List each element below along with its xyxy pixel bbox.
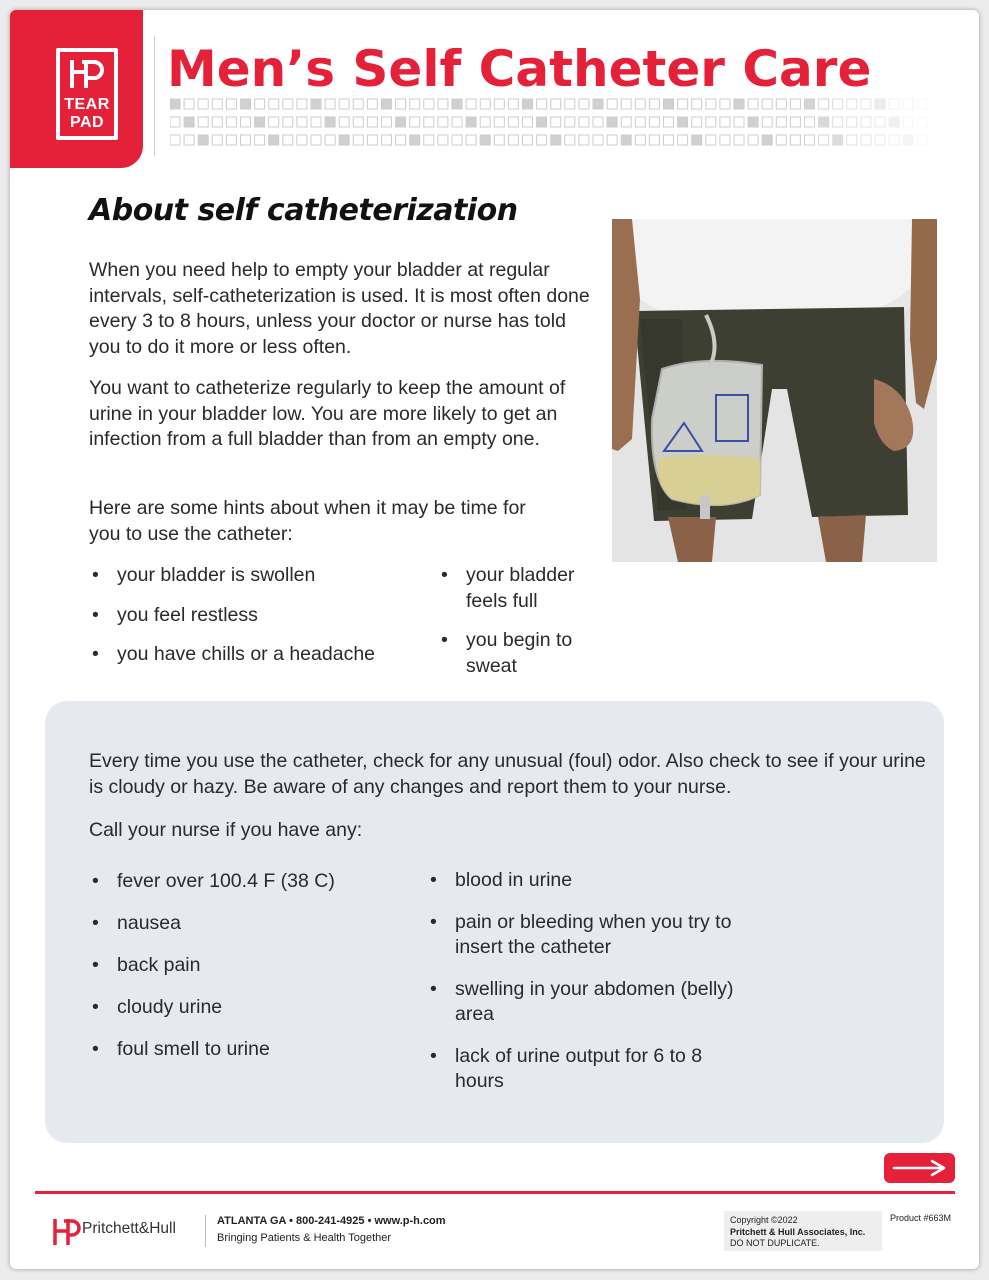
pattern-square bbox=[635, 135, 645, 145]
pattern-square bbox=[607, 135, 617, 145]
pattern-square bbox=[283, 135, 293, 145]
pattern-square bbox=[762, 117, 772, 127]
list-item-text: cloudy urine bbox=[117, 996, 223, 1018]
pattern-square bbox=[664, 117, 674, 127]
pattern-square bbox=[847, 117, 857, 127]
header-square-pattern bbox=[170, 97, 932, 149]
pattern-square bbox=[649, 117, 659, 127]
bullet: • bbox=[92, 564, 99, 586]
pattern-square bbox=[762, 99, 772, 109]
pattern-square bbox=[875, 117, 885, 127]
company-tagline: Bringing Patients & Health Together bbox=[217, 1232, 392, 1244]
ph-monogram-icon bbox=[66, 56, 108, 92]
pattern-square bbox=[226, 117, 236, 127]
pattern-square bbox=[875, 99, 885, 109]
copyright-box bbox=[724, 1211, 882, 1251]
tearpad-label-2: PAD bbox=[69, 114, 105, 131]
pattern-square bbox=[269, 117, 279, 127]
pattern-square bbox=[494, 117, 504, 127]
pattern-square bbox=[762, 135, 772, 145]
pattern-square bbox=[226, 99, 236, 109]
page-title: Men’s Self Catheter Care bbox=[167, 40, 872, 98]
pattern-square bbox=[776, 99, 786, 109]
pattern-square bbox=[734, 117, 744, 127]
list-item bbox=[89, 869, 409, 895]
about-paragraph-3: Here are some hints about when it may be time for you to use the catheter: bbox=[89, 497, 526, 545]
pattern-square bbox=[579, 135, 589, 145]
pattern-square bbox=[706, 99, 716, 109]
pattern-square bbox=[269, 99, 279, 109]
list-item-text: pain or bleeding when you try to insert the catheter bbox=[455, 910, 732, 958]
pattern-square bbox=[396, 135, 406, 145]
bullet: • bbox=[430, 869, 437, 891]
list-item bbox=[89, 911, 409, 937]
pattern-square bbox=[748, 117, 758, 127]
company-name: Pritchett&Hull bbox=[82, 1220, 176, 1237]
pattern-square bbox=[410, 135, 420, 145]
pattern-square bbox=[424, 135, 434, 145]
bullet: • bbox=[92, 996, 99, 1018]
pattern-square bbox=[424, 117, 434, 127]
pattern-square bbox=[649, 99, 659, 109]
list-item-text: you begin to sweat bbox=[466, 629, 573, 677]
pattern-square bbox=[537, 99, 547, 109]
list-item-text: fever over 100.4 F (38 C) bbox=[117, 870, 335, 892]
pattern-square bbox=[255, 99, 265, 109]
list-item-text: you feel restless bbox=[117, 603, 258, 626]
pattern-square bbox=[382, 99, 392, 109]
pattern-square bbox=[917, 135, 927, 145]
list-item bbox=[427, 1044, 747, 1095]
pattern-square bbox=[353, 117, 363, 127]
pattern-square bbox=[579, 117, 589, 127]
pattern-square bbox=[438, 99, 448, 109]
footer-rule bbox=[35, 1191, 955, 1194]
bullet: • bbox=[92, 954, 99, 976]
tearpad-label-1: TEAR bbox=[64, 96, 110, 113]
pattern-square bbox=[480, 135, 490, 145]
list-item bbox=[89, 563, 429, 589]
pattern-square bbox=[325, 99, 335, 109]
pattern-square bbox=[311, 135, 321, 145]
pattern-square bbox=[748, 135, 758, 145]
pattern-square bbox=[734, 99, 744, 109]
list-item-text: back pain bbox=[117, 954, 201, 976]
pattern-square bbox=[382, 135, 392, 145]
pattern-square bbox=[325, 135, 335, 145]
bullet: • bbox=[92, 1038, 99, 1060]
pattern-square bbox=[903, 135, 913, 145]
list-item-text: swelling in your abdomen (belly) area bbox=[455, 977, 734, 1025]
pattern-square bbox=[833, 135, 843, 145]
pattern-square bbox=[635, 117, 645, 127]
list-item-text: your bladder feels full bbox=[466, 564, 575, 612]
pattern-square bbox=[664, 135, 674, 145]
pattern-square bbox=[452, 117, 462, 127]
callout-paragraph: Every time you use the catheter, check for any unusual (foul) odor. Also check to see if your urine is cloudy or hazy. Be aware of any changes and report them to your nurse. bbox=[89, 750, 926, 798]
pattern-square bbox=[198, 117, 208, 127]
pattern-square bbox=[410, 117, 420, 127]
pattern-square bbox=[875, 135, 885, 145]
pattern-square bbox=[396, 117, 406, 127]
pattern-square bbox=[283, 99, 293, 109]
bullet: • bbox=[92, 643, 99, 665]
pattern-square bbox=[706, 135, 716, 145]
pattern-square bbox=[212, 99, 222, 109]
pattern-square bbox=[367, 99, 377, 109]
pattern-square bbox=[720, 99, 730, 109]
pattern-square bbox=[678, 117, 688, 127]
list-item bbox=[89, 603, 429, 629]
bullet: • bbox=[441, 564, 448, 586]
pattern-square bbox=[720, 117, 730, 127]
pattern-square bbox=[283, 117, 293, 127]
pattern-square bbox=[593, 135, 603, 145]
pattern-square bbox=[367, 135, 377, 145]
pattern-square bbox=[847, 99, 857, 109]
arrow-right-icon bbox=[892, 1159, 948, 1177]
bullet: • bbox=[430, 1044, 437, 1067]
pattern-square bbox=[889, 117, 899, 127]
about-paragraph-1: When you need help to empty your bladder at regular intervals, self-catheterization is used. It is most often done every 3 to 8 hours, unless your doctor or nurse has told you to do it more or less often. bbox=[89, 259, 590, 358]
pattern-square bbox=[508, 135, 518, 145]
list-item-text: lack of urine output for 6 to 8 hours bbox=[455, 1044, 703, 1092]
pattern-square bbox=[537, 135, 547, 145]
pattern-square bbox=[480, 99, 490, 109]
pattern-square bbox=[692, 117, 702, 127]
pattern-square bbox=[593, 117, 603, 127]
hints-list-right bbox=[438, 563, 598, 693]
list-item bbox=[427, 977, 747, 1028]
bullet: • bbox=[430, 910, 437, 933]
bullet: • bbox=[92, 912, 99, 934]
pattern-square bbox=[438, 135, 448, 145]
list-item-text: blood in urine bbox=[455, 869, 573, 891]
pattern-square bbox=[833, 117, 843, 127]
list-item bbox=[427, 910, 747, 961]
pattern-square bbox=[339, 117, 349, 127]
list-item bbox=[89, 642, 429, 668]
man-holding-drainage-bag-illustration bbox=[612, 219, 937, 562]
pattern-square bbox=[819, 99, 829, 109]
bullet: • bbox=[430, 977, 437, 1000]
pattern-square bbox=[621, 135, 631, 145]
tearpad-badge bbox=[10, 10, 143, 168]
pattern-square bbox=[226, 135, 236, 145]
copyright-line-2: Pritchett & Hull Associates, Inc. bbox=[730, 1226, 866, 1237]
pattern-square bbox=[664, 99, 674, 109]
pattern-square bbox=[170, 99, 180, 109]
pattern-square bbox=[325, 117, 335, 127]
pattern-square bbox=[466, 135, 476, 145]
bullet: • bbox=[92, 603, 99, 626]
pattern-square bbox=[170, 117, 180, 127]
tearpad-logo bbox=[56, 48, 118, 140]
pattern-square bbox=[917, 117, 927, 127]
pattern-square bbox=[466, 117, 476, 127]
about-heading: About self catheterization bbox=[89, 193, 518, 228]
pattern-square bbox=[790, 117, 800, 127]
pattern-square bbox=[805, 99, 815, 109]
pattern-square bbox=[452, 99, 462, 109]
list-item bbox=[438, 563, 598, 614]
pattern-square bbox=[903, 117, 913, 127]
pattern-square bbox=[311, 99, 321, 109]
pattern-square bbox=[494, 135, 504, 145]
pattern-square bbox=[748, 99, 758, 109]
pattern-square bbox=[508, 99, 518, 109]
copyright-line-3: DO NOT DUPLICATE. bbox=[730, 1238, 820, 1248]
list-item bbox=[427, 868, 747, 894]
company-contact: ATLANTA GA • 800-241-4925 • www.p-h.com bbox=[217, 1215, 446, 1227]
bullet: • bbox=[441, 629, 448, 651]
pattern-square bbox=[551, 135, 561, 145]
list-item bbox=[89, 953, 409, 979]
pattern-square bbox=[706, 117, 716, 127]
pattern-square bbox=[861, 99, 871, 109]
list-item bbox=[89, 995, 409, 1021]
pattern-square bbox=[494, 99, 504, 109]
pattern-square bbox=[367, 117, 377, 127]
list-item-text: foul smell to urine bbox=[117, 1038, 270, 1060]
product-number: Product #663M bbox=[890, 1213, 952, 1223]
symptoms-list-left bbox=[89, 869, 409, 1079]
pattern-square bbox=[917, 99, 927, 109]
about-paragraph-2: You want to catheterize regularly to keep the amount of urine in your bladder low. You are more likely to get an infection from a full bladder than from an empty one. bbox=[89, 377, 566, 450]
pattern-square bbox=[523, 99, 533, 109]
pattern-square bbox=[790, 99, 800, 109]
pattern-square bbox=[678, 99, 688, 109]
pattern-square bbox=[297, 117, 307, 127]
pattern-square bbox=[466, 99, 476, 109]
next-page-button[interactable] bbox=[884, 1153, 955, 1183]
pattern-square bbox=[339, 135, 349, 145]
copyright-line-1: Copyright ©2022 bbox=[730, 1215, 798, 1225]
pattern-square bbox=[410, 99, 420, 109]
pattern-square bbox=[212, 117, 222, 127]
pattern-square bbox=[692, 135, 702, 145]
pattern-square bbox=[805, 117, 815, 127]
pattern-square bbox=[424, 99, 434, 109]
pattern-square bbox=[649, 135, 659, 145]
pattern-square bbox=[692, 99, 702, 109]
pattern-square bbox=[861, 135, 871, 145]
pattern-square bbox=[353, 99, 363, 109]
pattern-square bbox=[565, 135, 575, 145]
pattern-square bbox=[382, 117, 392, 127]
pattern-square bbox=[551, 117, 561, 127]
pattern-square bbox=[508, 117, 518, 127]
pattern-square bbox=[297, 135, 307, 145]
list-item-text: nausea bbox=[117, 912, 181, 934]
pattern-square bbox=[551, 99, 561, 109]
header-divider bbox=[154, 36, 155, 156]
catheter-bag-photo bbox=[612, 219, 937, 562]
pattern-square bbox=[241, 99, 251, 109]
pattern-square bbox=[593, 99, 603, 109]
pattern-square bbox=[212, 135, 222, 145]
pattern-square bbox=[819, 135, 829, 145]
pattern-square bbox=[734, 135, 744, 145]
pattern-square bbox=[621, 99, 631, 109]
pattern-square bbox=[903, 99, 913, 109]
pattern-square bbox=[255, 117, 265, 127]
pattern-square bbox=[635, 99, 645, 109]
pattern-square bbox=[565, 117, 575, 127]
pattern-square bbox=[678, 135, 688, 145]
pattern-square bbox=[776, 135, 786, 145]
pattern-square bbox=[889, 135, 899, 145]
list-item bbox=[438, 628, 598, 679]
pritchett-hull-logo-icon bbox=[50, 1215, 82, 1247]
pattern-square bbox=[452, 135, 462, 145]
pattern-square bbox=[480, 117, 490, 127]
pattern-square bbox=[255, 135, 265, 145]
list-item bbox=[89, 1037, 409, 1063]
pattern-square bbox=[833, 99, 843, 109]
pattern-square bbox=[607, 99, 617, 109]
pattern-square bbox=[537, 117, 547, 127]
pattern-square bbox=[621, 117, 631, 127]
pattern-square bbox=[311, 117, 321, 127]
pattern-square bbox=[438, 117, 448, 127]
pattern-square bbox=[805, 135, 815, 145]
pattern-square bbox=[269, 135, 279, 145]
list-item-text: you have chills or a headache bbox=[117, 643, 376, 665]
pattern-square bbox=[819, 117, 829, 127]
pattern-square bbox=[523, 117, 533, 127]
pattern-square bbox=[184, 99, 194, 109]
pattern-square bbox=[889, 99, 899, 109]
pattern-square bbox=[339, 99, 349, 109]
pattern-square bbox=[184, 117, 194, 127]
pattern-square bbox=[523, 135, 533, 145]
pattern-square bbox=[241, 117, 251, 127]
hints-list-left bbox=[89, 563, 429, 682]
pattern-square bbox=[790, 135, 800, 145]
pattern-square bbox=[170, 135, 180, 145]
pattern-square bbox=[241, 135, 251, 145]
pattern-square bbox=[396, 99, 406, 109]
list-item-text: your bladder is swollen bbox=[117, 564, 316, 586]
pattern-square bbox=[720, 135, 730, 145]
page bbox=[10, 10, 979, 1269]
pattern-square bbox=[861, 117, 871, 127]
pattern-square bbox=[198, 135, 208, 145]
footer-divider bbox=[205, 1215, 206, 1247]
pattern-square bbox=[184, 135, 194, 145]
pattern-square bbox=[565, 99, 575, 109]
pattern-square bbox=[297, 99, 307, 109]
pattern-square bbox=[607, 117, 617, 127]
call-nurse-text: Call your nurse if you have any: bbox=[89, 819, 363, 841]
pattern-square bbox=[579, 99, 589, 109]
pattern-square bbox=[847, 135, 857, 145]
pattern-square bbox=[353, 135, 363, 145]
pattern-square bbox=[776, 117, 786, 127]
bullet: • bbox=[92, 870, 99, 892]
symptoms-list-right bbox=[427, 868, 747, 1111]
pattern-square bbox=[198, 99, 208, 109]
